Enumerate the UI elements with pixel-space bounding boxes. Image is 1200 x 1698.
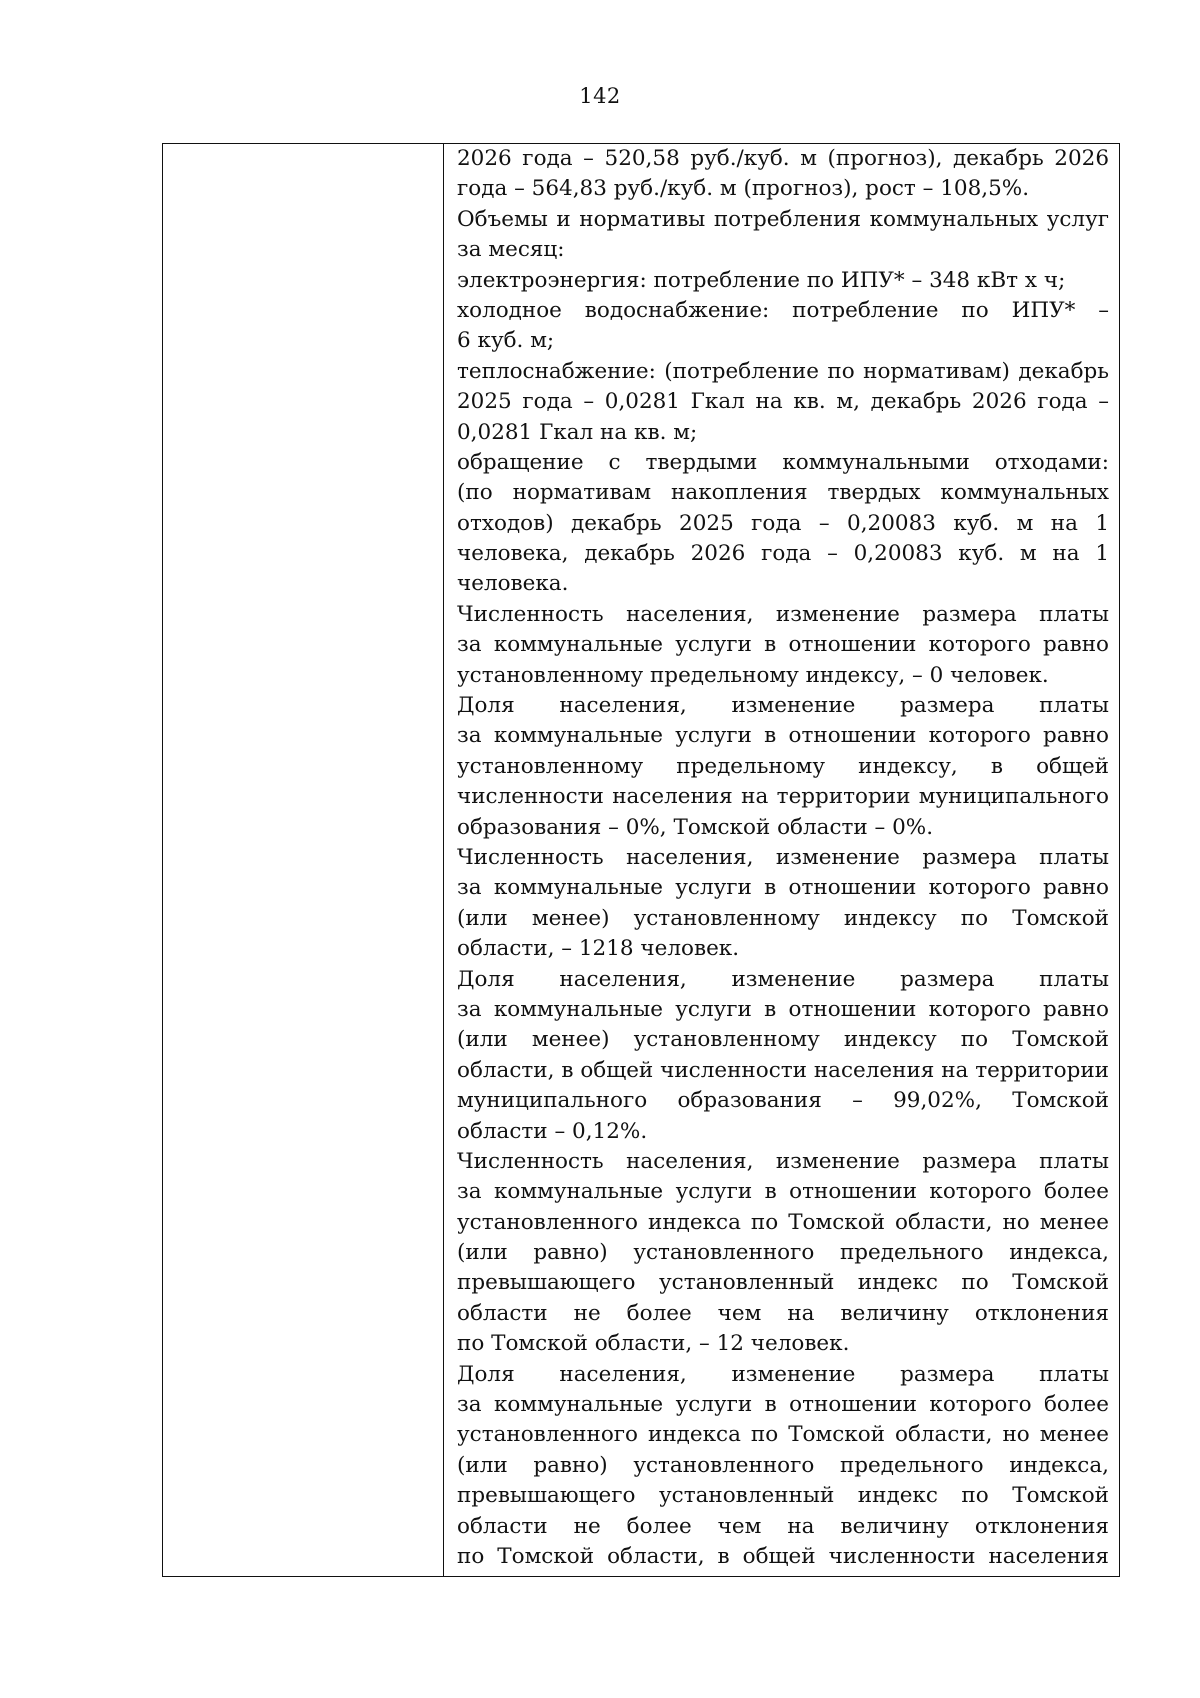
text-line: Численность населения, изменение размера платы [457, 601, 1109, 627]
text-line: области не более чем на величину отклонения [457, 1513, 1109, 1539]
text-line: превышающего установленный индекс по Томской [457, 1483, 1109, 1509]
text-line: за коммунальные услуги в отношении которого равно [457, 723, 1109, 749]
text-line: по Томской области, в общей численности населения [457, 1543, 1109, 1569]
text-line: за коммунальные услуги в отношении которого более [457, 1392, 1109, 1418]
text-line: установленного индекса по Томской области, но менее [457, 1209, 1109, 1235]
text-line: численности населения на территории муниципального [457, 784, 1109, 810]
table-left-cell [163, 144, 444, 1576]
text-line: (по нормативам накопления твердых коммунальных [457, 480, 1109, 506]
text-line: Доля населения, изменение размера платы [457, 1361, 1109, 1387]
text-line: теплоснабжение: (потребление по нормативам) декабрь [457, 358, 1109, 384]
text-line: (или равно) установленного предельного индекса, [457, 1452, 1109, 1478]
text-line: области не более чем на величину отклонения [457, 1300, 1109, 1326]
text-line: электроэнергия: потребление по ИПУ* – 348 кВт х ч; [457, 267, 1066, 293]
table-right-cell [445, 144, 1119, 1576]
text-line: установленному предельному индексу, – 0 человек. [457, 662, 1049, 688]
text-line: Численность населения, изменение размера платы [457, 844, 1109, 870]
text-line: муниципального образования – 99,02%, Томской [457, 1088, 1109, 1114]
text-line: 0,0281 Гкал на кв. м; [457, 419, 698, 445]
text-line: холодное водоснабжение: потребление по ИПУ* – [457, 297, 1109, 323]
text-line: области, – 1218 человек. [457, 936, 740, 962]
text-line: человека. [457, 571, 569, 597]
text-line: 2026 года – 520,58 руб./куб. м (прогноз), декабрь 2026 [457, 146, 1109, 171]
text-line: по Томской области, – 12 человек. [457, 1331, 850, 1357]
document-table [162, 143, 1120, 1577]
text-line: (или менее) установленному индексу по Томской [457, 1027, 1109, 1053]
text-line: 2025 года – 0,0281 Гкал на кв. м, декабрь 2026 года – [457, 389, 1109, 415]
text-line: Доля населения, изменение размера платы [457, 966, 1109, 992]
text-line: области – 0,12%. [457, 1118, 648, 1144]
text-line: области, в общей численности населения на территории [457, 1057, 1109, 1083]
text-line: Объемы и нормативы потребления коммунальных услуг [457, 206, 1109, 232]
text-line: установленного индекса по Томской области, но менее [457, 1422, 1109, 1448]
text-line: за коммунальные услуги в отношении которого равно [457, 996, 1109, 1022]
text-line: (или равно) установленного предельного индекса, [457, 1240, 1109, 1266]
text-line: отходов) декабрь 2025 года – 0,20083 куб. м на 1 [457, 510, 1109, 536]
text-line: за коммунальные услуги в отношении которого более [457, 1179, 1109, 1205]
text-line: Доля населения, изменение размера платы [457, 693, 1109, 719]
text-line: за месяц: [457, 237, 565, 263]
text-line: обращение с твердыми коммунальными отходами: [457, 449, 1109, 475]
text-line: за коммунальные услуги в отношении которого равно [457, 632, 1109, 658]
text-line: года – 564,83 руб./куб. м (прогноз), рост – 108,5%. [457, 176, 1030, 202]
text-line: установленному предельному индексу, в общей [457, 753, 1109, 779]
text-line: Численность населения, изменение размера платы [457, 1148, 1109, 1174]
text-line: (или менее) установленному индексу по Томской [457, 905, 1109, 931]
text-line: за коммунальные услуги в отношении которого равно [457, 875, 1109, 901]
page-number: 142 [579, 84, 621, 108]
text-line: 6 куб. м; [457, 328, 555, 354]
text-line: образования – 0%, Томской области – 0%. [457, 814, 934, 840]
text-line: превышающего установленный индекс по Томской [457, 1270, 1109, 1296]
text-line: человека, декабрь 2026 года – 0,20083 куб. м на 1 [457, 541, 1109, 567]
